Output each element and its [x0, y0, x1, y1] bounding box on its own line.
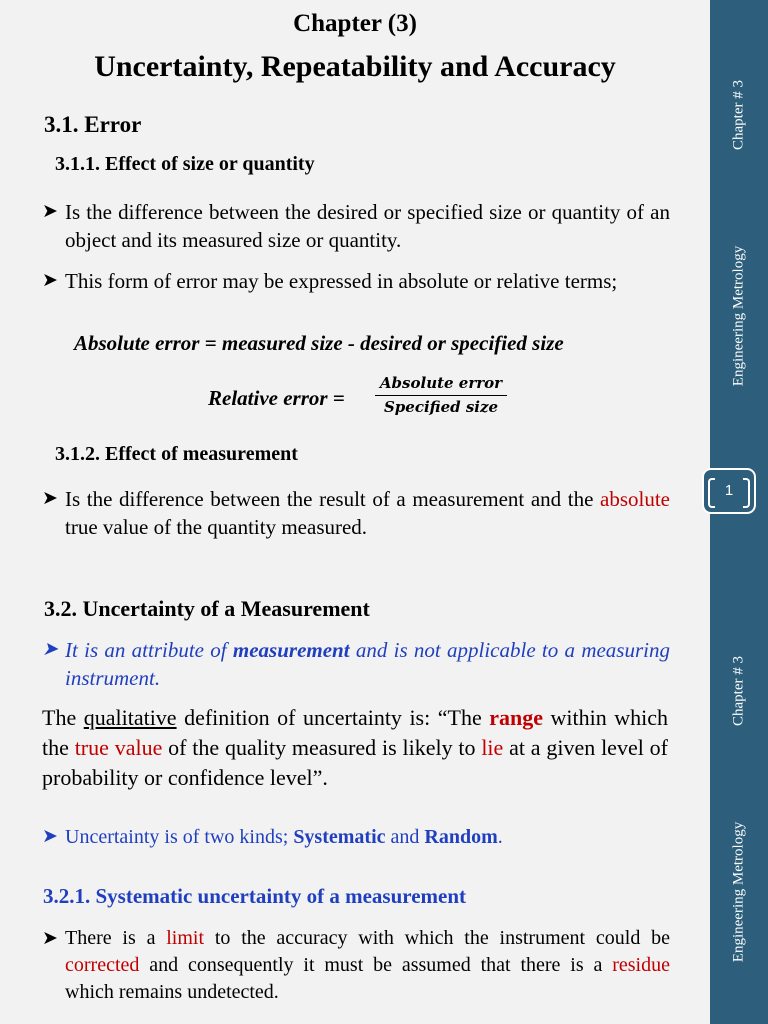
bullet-text: [65, 823, 670, 851]
uncertainty-definition: [42, 703, 668, 793]
bullet-text-part: true value of the quantity measured.: [65, 515, 368, 539]
relative-error-fraction: [375, 374, 507, 416]
definition-part: The: [42, 705, 84, 730]
list-item: [42, 485, 670, 541]
definition-part: within which the: [42, 705, 668, 760]
section-3-1-heading: 3.1. Error: [44, 112, 142, 137]
bullet-text-part: It is an attribute of: [65, 638, 233, 662]
bullet-text: Is the difference between the desired or specified size or quantity of an object and its measured size or quantity.: [65, 200, 670, 252]
sidebar-chapter-label: Chapter # 3: [730, 656, 747, 726]
definition-part: at a given level of probability or confidence level”.: [42, 735, 668, 790]
relative-error-label: Relative error =: [208, 386, 345, 410]
page-number: 1: [724, 482, 734, 499]
fraction-bar: [375, 395, 507, 396]
emphasis-range: range: [489, 705, 543, 730]
slide-2: [0, 576, 768, 1024]
emphasis-qualitative: qualitative: [83, 705, 177, 730]
emphasis-lie: lie: [481, 735, 504, 760]
arrow-bullet-icon: ➤: [42, 928, 58, 949]
bullet-text: [65, 485, 670, 541]
bullet-text: [65, 925, 670, 1006]
sidebar: [710, 0, 768, 576]
fraction-numerator: Absolute error: [379, 374, 503, 392]
absolute-error-formula: Absolute error = measured size - desired or specified size: [74, 331, 564, 355]
arrow-bullet-icon: ➤: [42, 270, 58, 291]
sidebar: [710, 576, 768, 1024]
list-item: [42, 925, 670, 1006]
page-number-badge: [702, 468, 756, 514]
bullet-text-part: There is a: [65, 927, 167, 949]
emphasis-corrected: corrected: [65, 954, 140, 976]
arrow-bullet-icon: ➤: [42, 639, 58, 660]
emphasis-limit: limit: [166, 927, 205, 949]
highlight-absolute: absolute: [600, 487, 670, 511]
bullet-text: This form of error may be expressed in absolute or relative terms;: [65, 269, 618, 293]
list-item: [42, 267, 670, 295]
sidebar-course-label: Engineering Metrology: [730, 821, 747, 963]
slide-title: Uncertainty, Repeatability and Accuracy: [94, 50, 616, 83]
bullet-text: [65, 636, 670, 692]
emphasis-systematic: Systematic: [293, 826, 386, 848]
sidebar-chapter-label: Chapter # 3: [730, 80, 747, 150]
definition-part: definition of uncertainty is: “The: [176, 705, 490, 730]
subsection-3-1-1-heading: 3.1.1. Effect of size or quantity: [55, 153, 315, 175]
list-item: [42, 198, 670, 254]
subsection-3-1-2-heading: 3.1.2. Effect of measurement: [55, 443, 298, 465]
bullet-text-part: which remains undetected.: [65, 981, 279, 1003]
arrow-bullet-icon: ➤: [42, 826, 58, 847]
emphasis-measurement: measurement: [232, 638, 350, 662]
bullet-text-part: and: [385, 826, 425, 848]
emphasis-true-value: true value: [74, 735, 163, 760]
section-3-2-heading: 3.2. Uncertainty of a Measurement: [44, 596, 370, 621]
sidebar-course-label: Engineering Metrology: [730, 245, 747, 387]
fraction-denominator: Specified size: [383, 398, 499, 416]
bullet-text-part: and is not applicable to a measuring instrument.: [65, 638, 670, 690]
bullet-text-part: Uncertainty is of two kinds;: [65, 826, 294, 848]
bullet-text-part: .: [497, 826, 503, 848]
list-item: [42, 636, 670, 692]
chapter-heading: Chapter (3): [293, 10, 417, 37]
emphasis-random: Random: [424, 826, 498, 848]
arrow-bullet-icon: ➤: [42, 201, 58, 222]
list-item: [42, 823, 670, 851]
bullet-text-part: and consequently it must be assumed that there is a: [139, 954, 613, 976]
definition-part: of the quality measured is likely to: [162, 735, 482, 760]
emphasis-residue: residue: [612, 954, 670, 976]
arrow-bullet-icon: ➤: [42, 488, 58, 509]
bullet-text-part: Is the difference between the result of a measurement and the: [65, 487, 601, 511]
bullet-text-part: to the accuracy with which the instrument could be: [204, 927, 670, 949]
subsection-3-2-1-heading: 3.2.1. Systematic uncertainty of a measurement: [43, 884, 467, 908]
